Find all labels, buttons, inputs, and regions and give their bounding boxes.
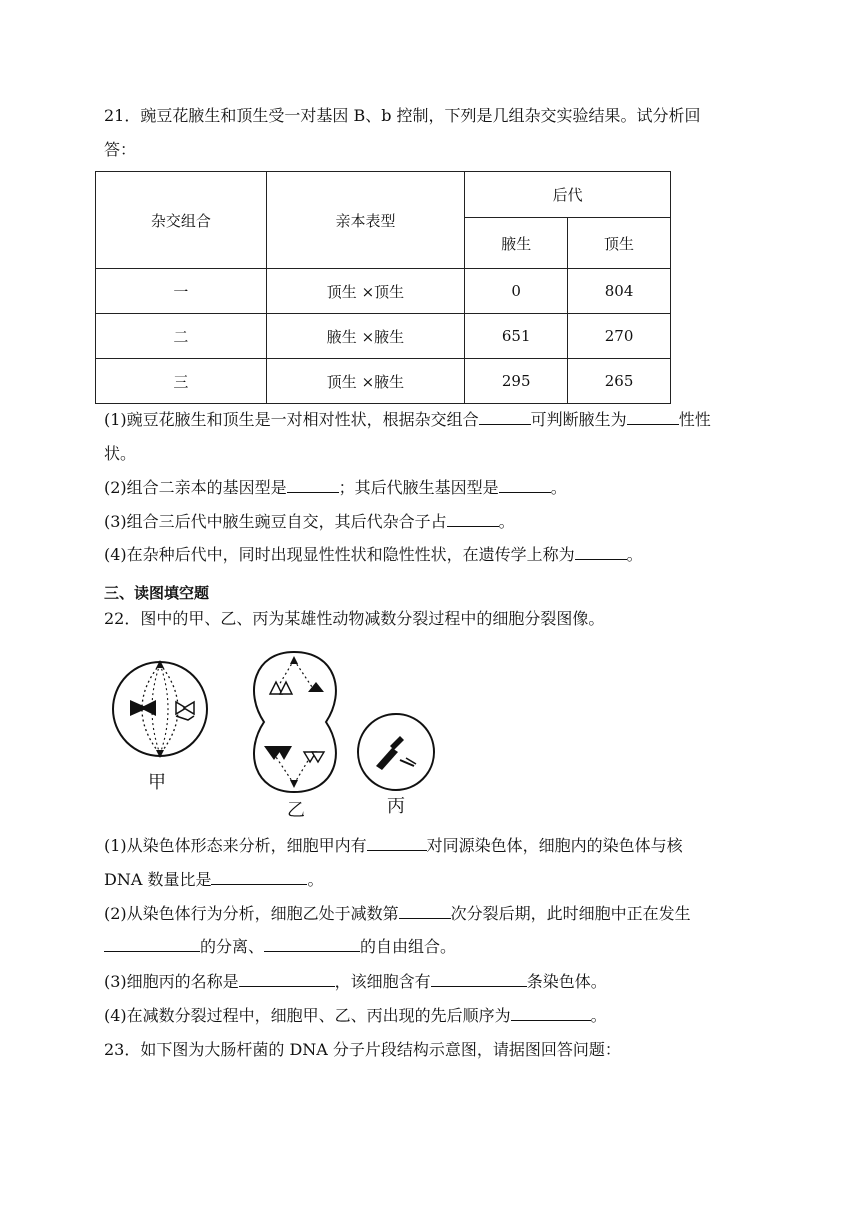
label-jia: 甲 — [148, 772, 166, 793]
q22-sub1-cont: DNA 数量比是 。 — [104, 870, 324, 889]
header-offspring: 后代 — [465, 172, 671, 218]
cross-results-table — [95, 171, 671, 404]
answer-blank[interactable] — [447, 512, 499, 527]
header-terminal: 顶生 — [568, 218, 671, 269]
answer-blank[interactable] — [367, 836, 427, 851]
q22-sub2: (2)从染色体行为分析，细胞乙处于减数第 次分裂后期，此时细胞中正在发生 — [104, 904, 691, 923]
cell-bing — [358, 714, 434, 790]
meiosis-cell-figure — [104, 642, 444, 822]
answer-blank[interactable] — [211, 870, 307, 885]
table-row — [96, 269, 671, 314]
cell-terminal: 804 — [568, 269, 671, 314]
cell-axillary: 0 — [465, 269, 568, 314]
cell-parents: 顶生 ×顶生 — [266, 269, 465, 314]
q22-sub4: (4)在减数分裂过程中，细胞甲、乙、丙出现的先后顺序为 。 — [104, 1006, 607, 1025]
q22-sub3: (3)细胞丙的名称是 ，该细胞含有 条染色体。 — [104, 972, 607, 991]
answer-blank[interactable] — [499, 478, 551, 493]
answer-blank[interactable] — [104, 937, 200, 952]
answer-blank[interactable] — [431, 972, 527, 987]
cell-parents: 顶生 ×腋生 — [266, 359, 465, 404]
table-row — [96, 314, 671, 359]
cell-group: 二 — [96, 314, 267, 359]
q21-sub3: (3)组合三后代中腋生豌豆自交，其后代杂合子占 。 — [104, 512, 515, 531]
cell-axillary: 295 — [465, 359, 568, 404]
q22-sub2-cont: 的分离、 的自由组合。 — [104, 937, 456, 957]
cell-jia — [113, 660, 207, 758]
header-axillary: 腋生 — [465, 218, 568, 269]
q23-stem: 23．如下图为大肠杆菌的 DNA 分子片段结构示意图，请据图回答问题： — [104, 1040, 621, 1059]
section-heading: 三、读图填空题 — [104, 584, 210, 602]
header-parent-phenotype: 亲本表型 — [266, 172, 465, 269]
answer-blank[interactable] — [399, 904, 451, 919]
cell-axillary: 651 — [465, 314, 568, 359]
q21-sub2: (2)组合二亲本的基因型是 ；其后代腋生基因型是 。 — [104, 478, 567, 497]
q21-sub4: (4)在杂种后代中，同时出现显性性状和隐性性状，在遗传学上称为 。 — [104, 545, 643, 564]
q21-sub1: (1)豌豆花腋生和顶生是一对相对性状，根据杂交组合 可判断腋生为 性性 — [104, 410, 711, 429]
cell-group: 三 — [96, 359, 267, 404]
answer-blank[interactable] — [479, 410, 531, 425]
table-row — [96, 359, 671, 404]
answer-blank[interactable] — [511, 1006, 591, 1021]
answer-blank[interactable] — [239, 972, 335, 987]
label-yi: 乙 — [287, 800, 305, 821]
cell-parents: 腋生 ×腋生 — [266, 314, 465, 359]
answer-blank[interactable] — [287, 478, 339, 493]
header-cross-group: 杂交组合 — [96, 172, 267, 269]
q21-sub1-cont: 状。 — [104, 444, 137, 463]
cell-terminal: 265 — [568, 359, 671, 404]
q21-stem-line1: 21．豌豆花腋生和顶生受一对基因 B、b 控制，下列是几组杂交实验结果。试分析回 — [104, 106, 701, 125]
cell-terminal: 270 — [568, 314, 671, 359]
q22-stem: 22．图中的甲、乙、丙为某雄性动物减数分裂过程中的细胞分裂图像。 — [104, 609, 605, 628]
answer-blank[interactable] — [575, 545, 627, 560]
answer-blank[interactable] — [264, 937, 360, 952]
cell-yi — [254, 652, 336, 792]
q22-sub1: (1)从染色体形态来分析，细胞甲内有 对同源染色体，细胞内的染色体与核 — [104, 836, 683, 855]
cell-group: 一 — [96, 269, 267, 314]
label-bing: 丙 — [387, 796, 405, 817]
answer-blank[interactable] — [627, 410, 679, 425]
q21-stem-line2: 答： — [104, 140, 137, 159]
